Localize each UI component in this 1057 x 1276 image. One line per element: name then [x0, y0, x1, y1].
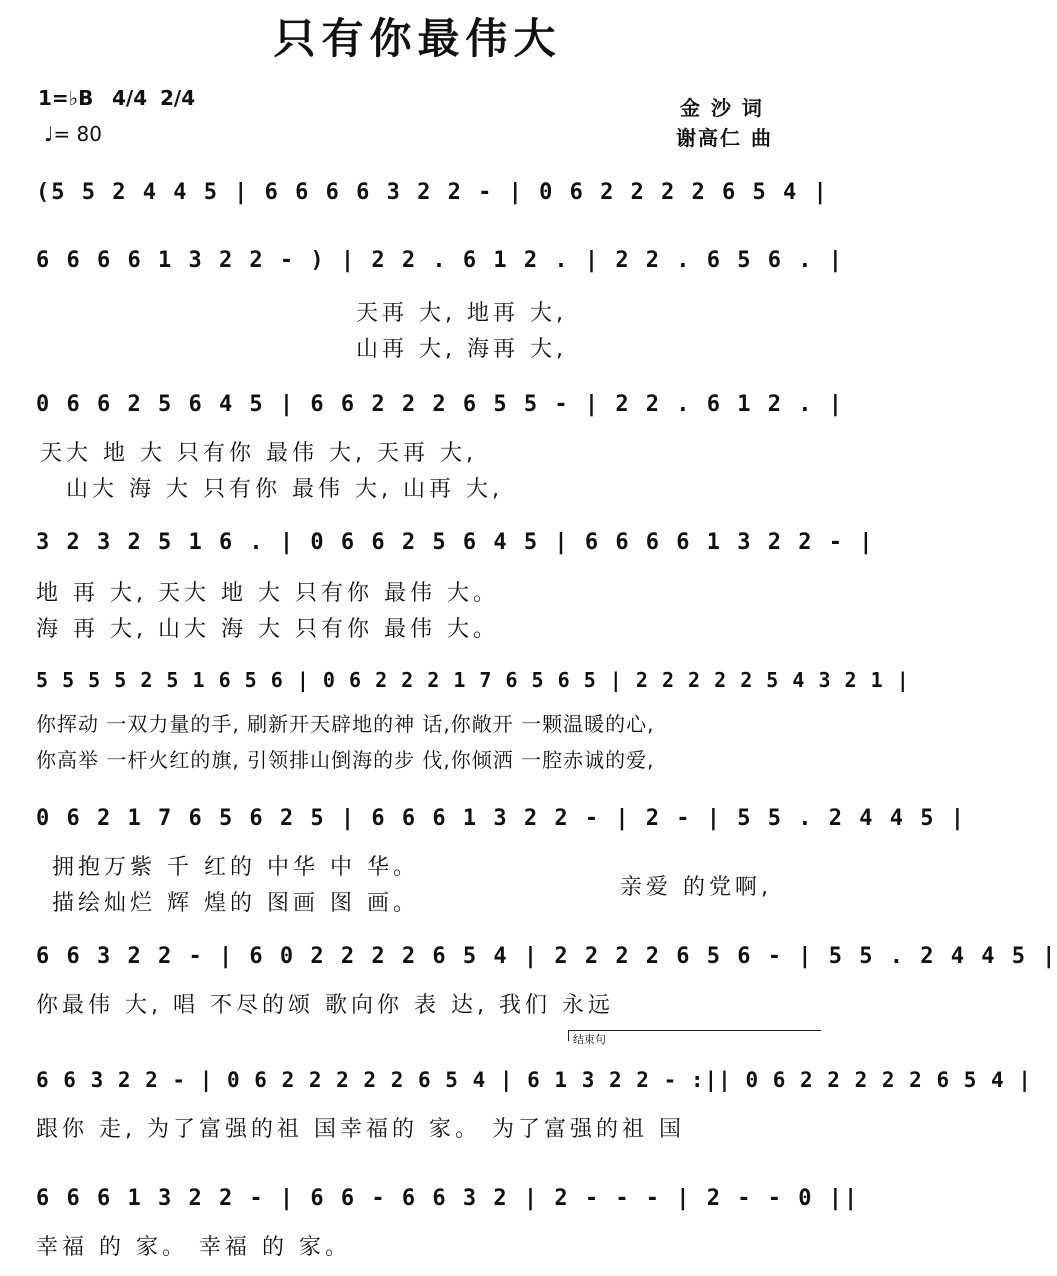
ending-bracket: 结束句 — [568, 1030, 821, 1041]
notation-row: 5 5 5 5 2 5 1 6 5 6 | 0 6 2 2 2 1 7 6 5 6 5 | 2 2 2 2 2 5 4 3 2 1 | — [36, 668, 910, 692]
lyric-verse-2: 描绘灿烂 辉 煌的 图画 图 画。 — [52, 891, 419, 916]
notation-row: (5 5 2 4 4 5 | 6 6 6 6 3 2 2 - | 0 6 2 2 2 2 6 5 4 | — [36, 180, 829, 205]
lyric-verse-2: 山大 海 大 只有你 最伟 大, 山再 大, — [66, 477, 503, 502]
lyric-verse-1: 地 再 大, 天大 地 大 只有你 最伟 大。 — [36, 581, 499, 606]
song-title: 只有你最伟大 — [273, 14, 562, 63]
lyric-line: 跟你 走, 为了富强的祖 国幸福的 家。 为了富强的祖 国 — [36, 1117, 685, 1142]
lyricist-credit: 金 沙 词 — [680, 96, 764, 120]
lyric-verse-1: 拥抱万紫 千 红的 中华 中 华。 — [52, 855, 419, 880]
notation-row: 6 6 3 2 2 - | 6 0 2 2 2 2 6 5 4 | 2 2 2 2 6 5 6 - | 5 5 . 2 4 4 5 | — [36, 944, 1057, 969]
lyric-line: 幸福 的 家。 幸福 的 家。 — [36, 1235, 351, 1260]
composer-credit: 谢高仁 曲 — [676, 126, 773, 150]
time-signature-4-4: 4/4 — [112, 86, 148, 110]
notation-row: 6 6 6 6 1 3 2 2 - ) | 2 2 . 6 1 2 . | 2 2 . 6 5 6 . | — [36, 248, 844, 273]
score-line-1 — [36, 180, 829, 220]
score-line-5 — [36, 668, 910, 778]
notation-row: 0 6 2 1 7 6 5 6 2 5 | 6 6 6 1 3 2 2 - | 2 - | 5 5 . 2 4 4 5 | — [36, 806, 966, 831]
notation-row: 6 6 6 1 3 2 2 - | 6 6 - 6 6 3 2 | 2 - - - | 2 - - 0 || — [36, 1186, 860, 1211]
score-line-9 — [36, 1186, 860, 1266]
notation-row: 6 6 3 2 2 - | 0 6 2 2 2 2 2 6 5 4 | 6 1 3 2 2 - :|| 0 6 2 2 2 2 2 6 5 4 | — [36, 1068, 1032, 1092]
score-line-2 — [36, 248, 844, 362]
lyric-verse-1: 天再 大, 地再 大, — [356, 301, 567, 326]
notation-row: 0 6 6 2 5 6 4 5 | 6 6 2 2 2 6 5 5 - | 2 2 . 6 1 2 . | — [36, 392, 844, 417]
key-signature: 1=♭B — [38, 86, 94, 110]
score-line-7 — [36, 944, 1057, 1024]
lyric-refrain: 亲爱 的党啊, — [620, 875, 772, 900]
tempo-marking: ♩= 80 — [44, 122, 102, 146]
notation-row: 3 2 3 2 5 1 6 . | 0 6 6 2 5 6 4 5 | 6 6 6 6 1 3 2 2 - | — [36, 530, 875, 555]
lyric-verse-2: 山再 大, 海再 大, — [356, 337, 567, 362]
lyric-verse-1: 天大 地 大 只有你 最伟 大, 天再 大, — [40, 441, 477, 466]
score-line-4 — [36, 530, 875, 642]
time-signature-2-4: 2/4 — [160, 86, 196, 110]
lyric-verse-2: 海 再 大, 山大 海 大 只有你 最伟 大。 — [36, 617, 499, 642]
score-line-3 — [36, 392, 844, 502]
lyric-verse-1: 你挥动 一双力量的手, 刷新开天辟地的神 话,你敞开 一颗温暖的心, — [36, 712, 655, 736]
score-line-8 — [36, 1068, 1032, 1148]
lyric-verse-2: 你高举 一杆火红的旗, 引领排山倒海的步 伐,你倾洒 一腔赤诚的爱, — [36, 748, 655, 772]
lyric-line: 你最伟 大, 唱 不尽的颂 歌向你 表 达, 我们 永远 — [36, 993, 614, 1018]
score-line-6 — [36, 806, 966, 916]
